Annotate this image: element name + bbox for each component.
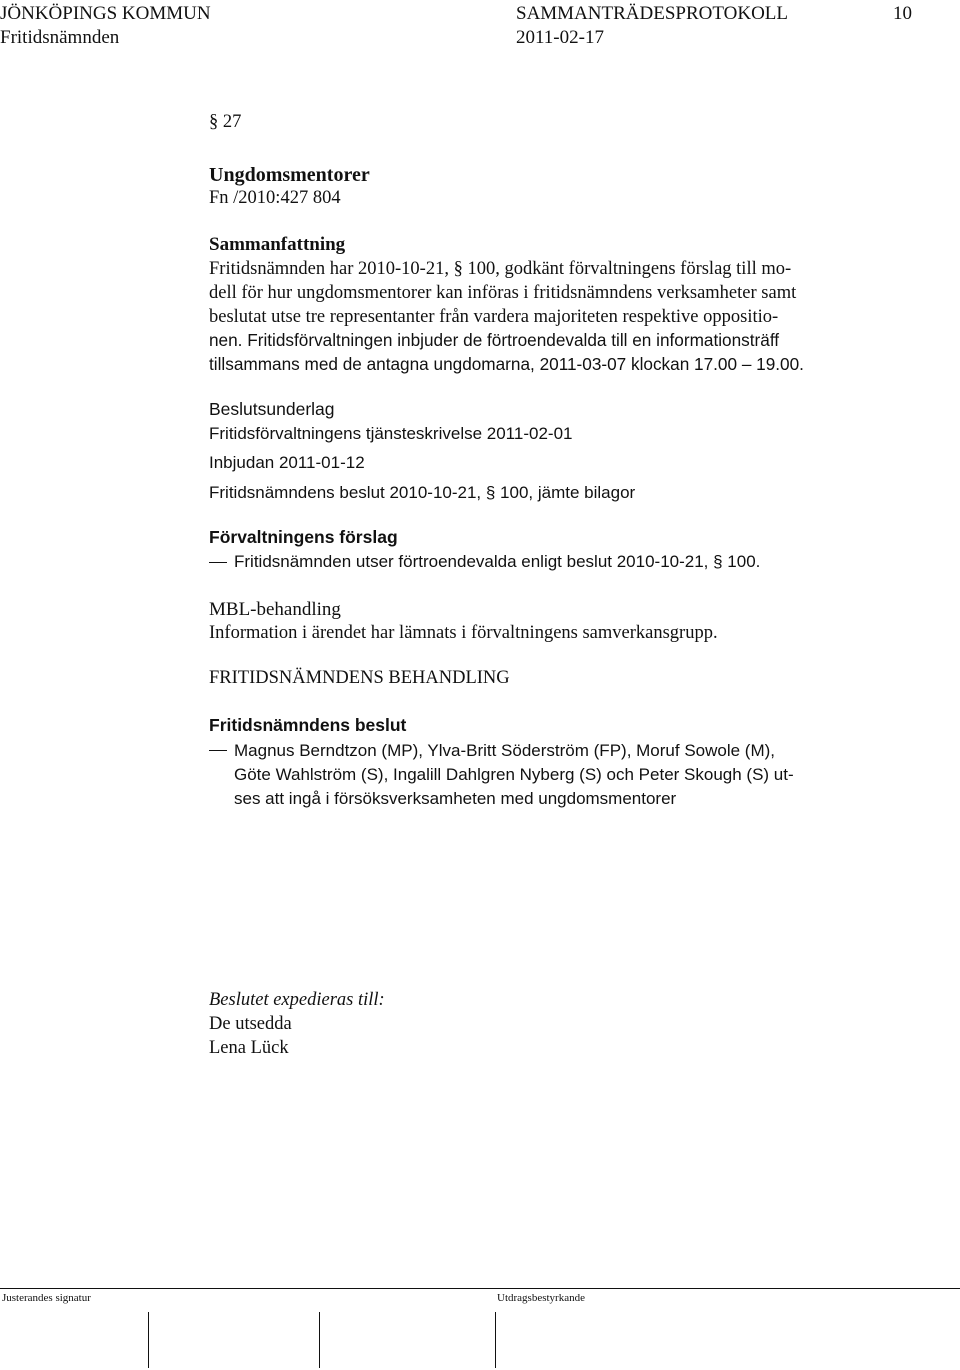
- summary-text: [209, 258, 869, 329]
- section-symbol: §: [209, 112, 219, 132]
- page-number: 10: [893, 3, 912, 24]
- basis-item: Fritidsnämndens beslut 2010-10-21, § 100, jämte bilagor: [209, 483, 636, 502]
- summary-line: beslutat utse tre representanter från vardera majoriteten respektive oppositio-: [209, 306, 779, 327]
- municipality-name: JÖNKÖPINGS KOMMUN: [0, 3, 211, 24]
- summary-line: nen. Fritidsförvaltningen inbjuder de förtroendevalda till en informationsträff: [209, 330, 780, 350]
- dispatch-recipient: Lena Lück: [209, 1038, 289, 1058]
- document-type: SAMMANTRÄDESPROTOKOLL: [516, 3, 789, 24]
- summary-heading: Sammanfattning: [209, 234, 346, 255]
- signature-box-divider: [319, 1312, 320, 1368]
- meeting-date: 2011-02-17: [516, 27, 604, 48]
- signature-label: Justerandes signatur: [2, 1292, 91, 1304]
- footer-rule: [0, 1288, 960, 1289]
- handling-heading: FRITIDSNÄMNDENS BEHANDLING: [209, 668, 510, 688]
- committee-name: Fritidsnämnden: [0, 27, 120, 48]
- decision-line: Magnus Berndtzon (MP), Ylva-Britt Söderström (FP), Moruf Sowole (M),: [234, 741, 776, 760]
- signature-box-divider: [495, 1312, 496, 1368]
- proposal-item: Fritidsnämnden utser förtroendevalda enligt beslut 2010-10-21, § 100.: [234, 552, 761, 571]
- basis-item: Fritidsförvaltningens tjänsteskrivelse 2011-02-01: [209, 424, 573, 443]
- summary-line: Fritidsnämnden har 2010-10-21, § 100, godkänt förvaltningens förslag till mo-: [209, 259, 792, 279]
- section-number-value: 27: [222, 112, 242, 132]
- summary-line: dell för hur ungdomsmentorer kan införas i fritidsnämndens verksamheter samt: [209, 282, 797, 303]
- list-dash: [209, 562, 227, 563]
- dispatch-label: Beslutet expedieras till:: [209, 990, 385, 1010]
- decision-line: ses att ingå i försöksverksamheten med ungdomsmentorer: [234, 789, 677, 808]
- decision-heading: Fritidsnämndens beslut: [209, 715, 407, 735]
- mbl-heading: MBL-behandling: [209, 599, 341, 620]
- list-dash: [209, 750, 227, 751]
- certification-label: Utdragsbestyrkande: [497, 1292, 585, 1304]
- proposal-heading: Förvaltningens förslag: [209, 527, 398, 547]
- basis-heading: Beslutsunderlag: [209, 399, 335, 419]
- dispatch-recipient: De utsedda: [209, 1014, 292, 1034]
- decision-line: Göte Wahlström (S), Ingalill Dahlgren Nyberg (S) och Peter Skough (S) ut-: [234, 765, 794, 784]
- summary-line: tillsammans med de antagna ungdomarna, 2011-03-07 klockan 17.00 – 19.00.: [209, 354, 804, 374]
- basis-item: Inbjudan 2011-01-12: [209, 453, 365, 472]
- mbl-text: Information i ärendet har lämnats i förvaltningens samverkansgrupp.: [209, 623, 718, 643]
- section-title: Ungdomsmentorer: [209, 164, 370, 186]
- signature-box-divider: [148, 1312, 149, 1368]
- case-reference: Fn /2010:427 804: [209, 188, 341, 208]
- section-number: [209, 111, 241, 134]
